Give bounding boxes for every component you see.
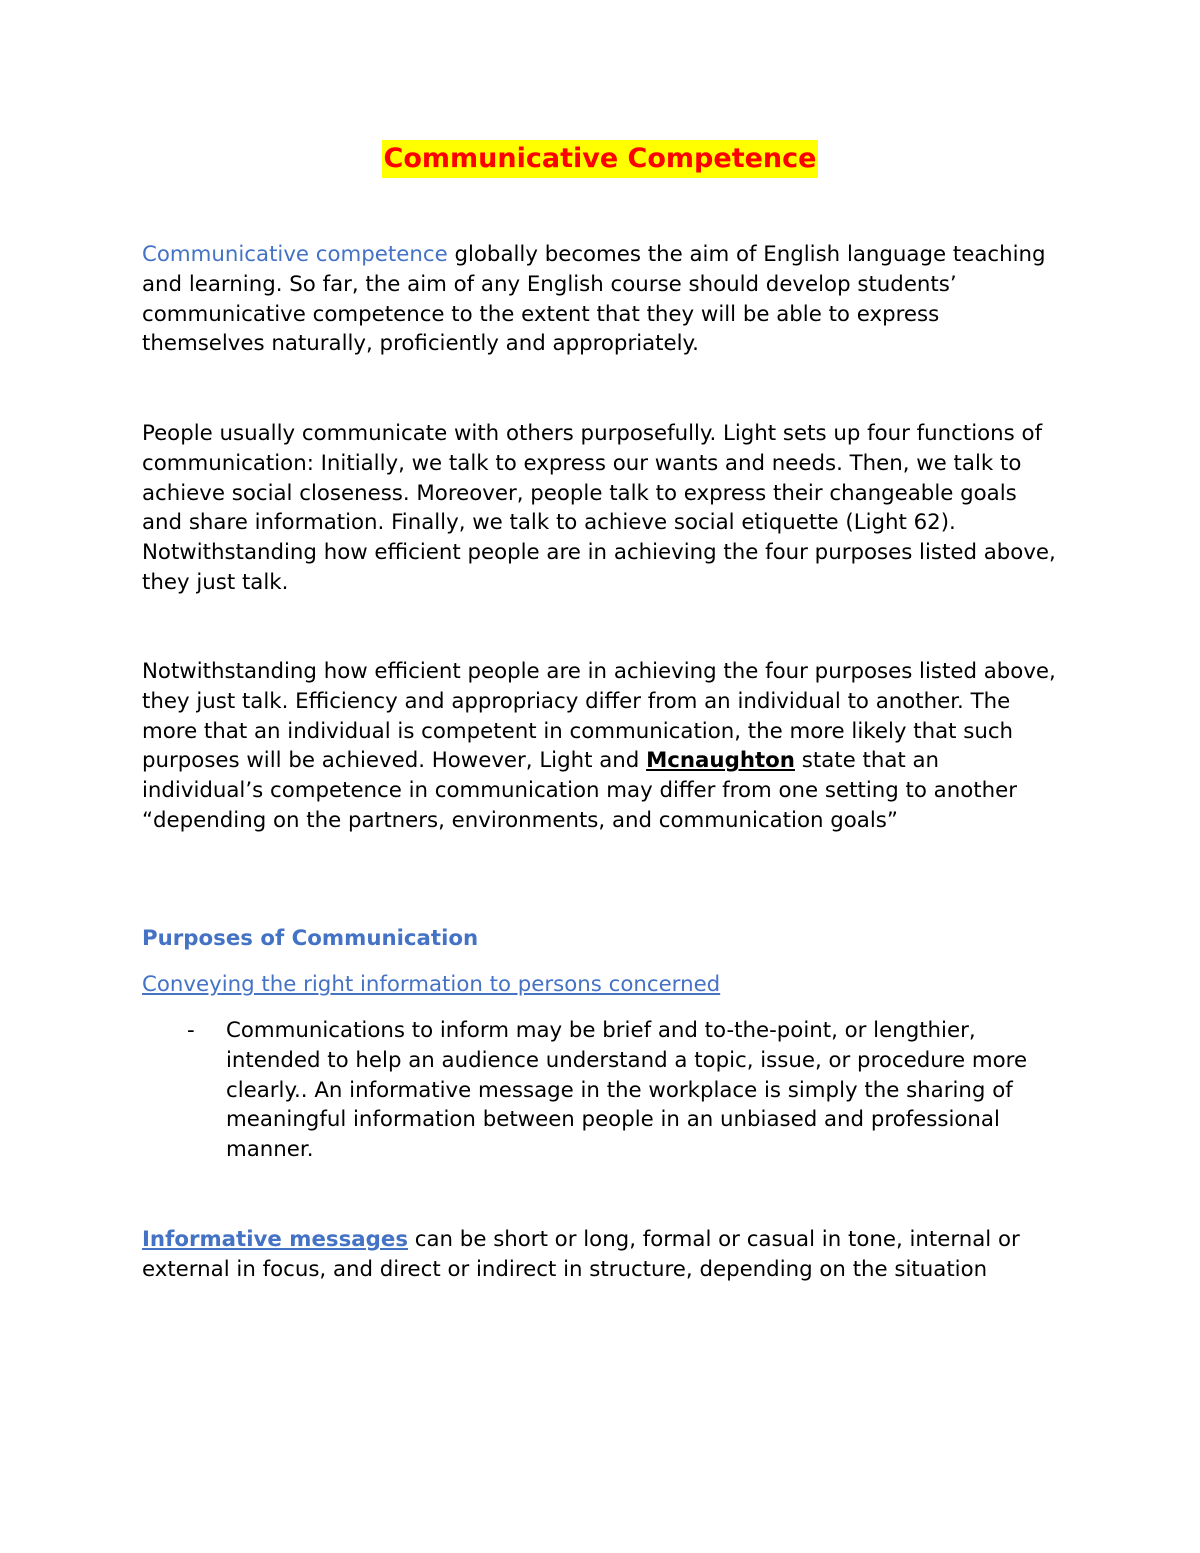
term-mcnaughton: Mcnaughton — [646, 748, 795, 774]
paragraph-intro — [142, 240, 1062, 359]
paragraph-competence — [142, 657, 1062, 836]
paragraph-informative — [142, 1225, 1062, 1285]
paragraph-competence-before: Notwithstanding how efficient people are in achieving the four purposes listed above, they just talk. Efficiency and appropriacy differ from an individual to another. The more that an individual is competent in communication, the more likely that such purposes will be achieved. However, Light and — [142, 659, 1056, 774]
section-heading: Purposes of Communication — [142, 926, 479, 951]
paragraph-functions-text: People usually communicate with others purposefully. Light sets up four functions of communication: Initially, we talk to express our wants and needs. Then, we talk to achieve social closeness. Moreover, people talk to express their changeable goals and share information. Finally, we talk to achieve social etiquette (Light 62). Notwithstanding how efficient people are in achieving the four purposes listed above, they just talk. — [142, 421, 1056, 595]
bullet-item-text: Communications to inform may be brief and to-the-point, or lengthier, intended to help an audience understand a topic, issue, or procedure more clearly.. An informative message in the workplace is simply the sharing of meaningful information between people in an unbiased and professional manner. — [226, 1018, 1028, 1163]
paragraph-competence-after: state that an individual’s competence in communication may differ from one setting to another “depending on the partners, environments, and communication goals” — [142, 748, 1017, 833]
document-title: Communicative Competence — [382, 140, 819, 178]
paragraph-intro-text: globally becomes the aim of English language teaching and learning. So far, the aim of any English course should develop students’ communicative competence to the extent that they will be able to express themselves naturally, proficiently and appropriately. — [142, 242, 1046, 357]
paragraph-functions — [142, 419, 1062, 598]
section-subheading-link[interactable]: Conveying the right information to persons concerned — [142, 972, 721, 997]
informative-messages-link[interactable]: Informative messages — [142, 1227, 408, 1252]
paragraph-informative-text: can be short or long, formal or casual in tone, internal or external in focus, and direct or indirect in structure, depending on the situation — [142, 1227, 1020, 1282]
term-communicative-competence: Communicative competence — [142, 242, 448, 267]
bullet-marker: - — [187, 1018, 195, 1043]
title-wrap — [0, 140, 1200, 178]
